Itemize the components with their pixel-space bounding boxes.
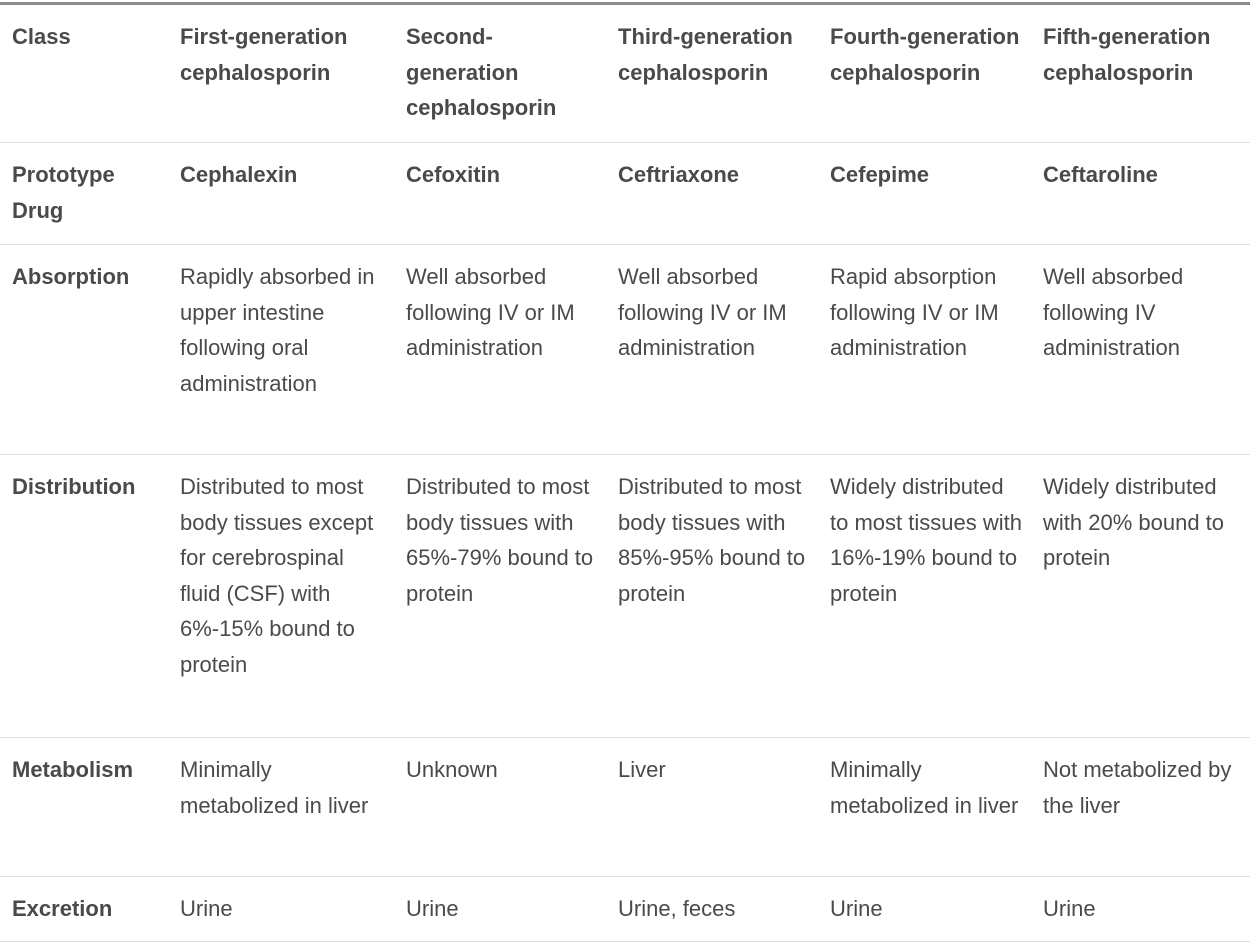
table-cell: Minimally metabolized in liver (818, 738, 1031, 877)
table-cell: Rapid absorption following IV or IM administration (818, 245, 1031, 455)
row-label: Metabolism (0, 738, 168, 877)
header-class: Class (0, 4, 168, 143)
table-cell: Rapidly absorbed in upper intestine following oral administration (168, 245, 394, 455)
cephalosporin-comparison-table (0, 2, 1250, 942)
table-cell: Widely distributed to most tissues with 16%-19% bound to protein (818, 455, 1031, 738)
table-cell: Not metabolized by the liver (1031, 738, 1250, 877)
table-cell: Urine (394, 877, 606, 942)
header-first-generation: First-generation cephalosporin (168, 4, 394, 143)
row-label: Absorption (0, 245, 168, 455)
table-cell: Well absorbed following IV or IM administration (606, 245, 818, 455)
table-cell: Minimally metabolized in liver (168, 738, 394, 877)
table-cell: Liver (606, 738, 818, 877)
table-cell: Well absorbed following IV administration (1031, 245, 1250, 455)
table-cell: Urine, feces (606, 877, 818, 942)
table-cell: Urine (818, 877, 1031, 942)
header-third-generation: Third-generation cephalosporin (606, 4, 818, 143)
table-cell: Distributed to most body tissues except for cerebrospinal fluid (CSF) with 6%-15% bound to protein (168, 455, 394, 738)
table-cell: Urine (168, 877, 394, 942)
table-cell: Cefepime (818, 143, 1031, 245)
row-label: Prototype Drug (0, 143, 168, 245)
table-cell: Well absorbed following IV or IM administration (394, 245, 606, 455)
row-label: Excretion (0, 877, 168, 942)
table-cell: Ceftriaxone (606, 143, 818, 245)
table-cell: Cefoxitin (394, 143, 606, 245)
header-row (0, 4, 1250, 143)
table-cell: Cephalexin (168, 143, 394, 245)
table-cell: Urine (1031, 877, 1250, 942)
table-cell: Ceftaroline (1031, 143, 1250, 245)
table-row-metabolism (0, 738, 1250, 877)
table-row-absorption (0, 245, 1250, 455)
header-fourth-generation: Fourth-generation cephalosporin (818, 4, 1031, 143)
table-cell: Widely distributed with 20% bound to protein (1031, 455, 1250, 738)
header-fifth-generation: Fifth-generation cephalosporin (1031, 4, 1250, 143)
table-row-distribution (0, 455, 1250, 738)
table-row-prototype-drug (0, 143, 1250, 245)
row-label: Distribution (0, 455, 168, 738)
header-second-generation: Second-generation cephalosporin (394, 4, 606, 143)
table-row-excretion (0, 877, 1250, 942)
table-cell: Distributed to most body tissues with 65%-79% bound to protein (394, 455, 606, 738)
table-cell: Distributed to most body tissues with 85%-95% bound to protein (606, 455, 818, 738)
table-cell: Unknown (394, 738, 606, 877)
